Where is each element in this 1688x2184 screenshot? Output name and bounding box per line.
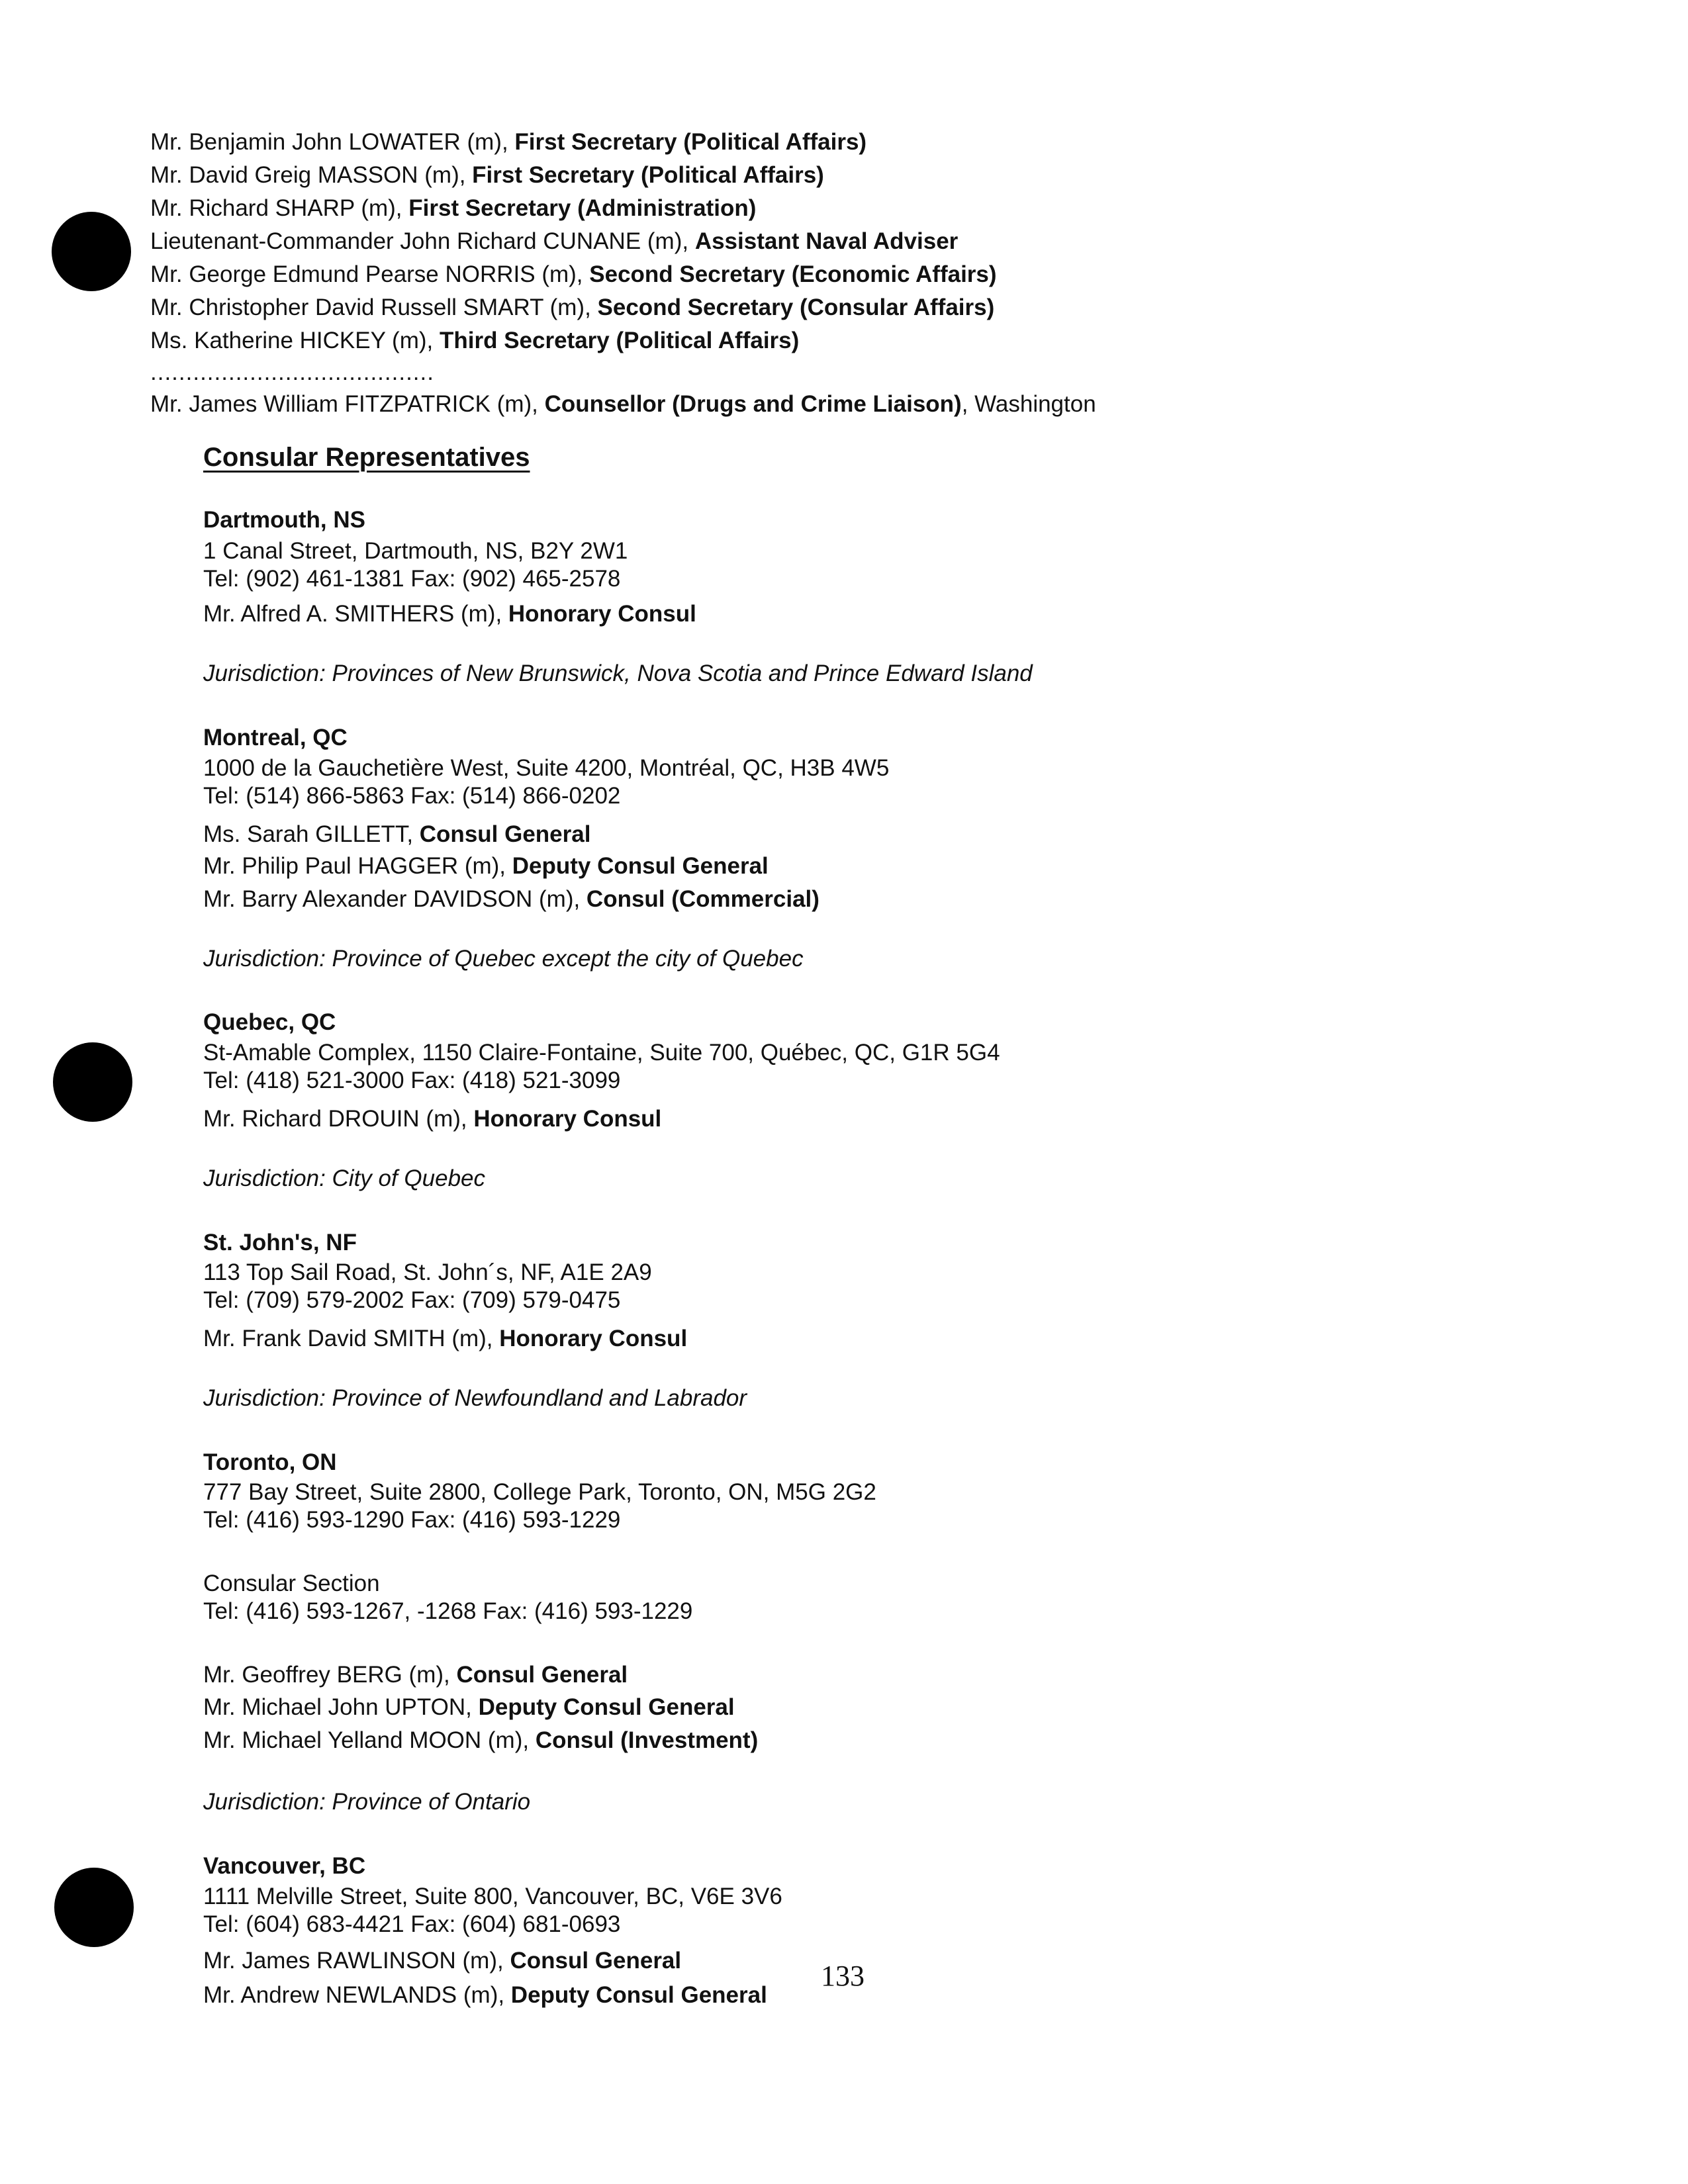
page-number: 133 bbox=[821, 1960, 865, 1992]
staff-name: Mr. Philip Paul HAGGER (m), bbox=[203, 853, 512, 879]
office-jurisdiction: Jurisdiction: Provinces of New Brunswick, Nova Scotia and Prince Edward Island bbox=[203, 660, 1033, 686]
staff-name: Mr. Michael Yelland MOON (m), bbox=[203, 1727, 536, 1753]
staff-title: Assistant Naval Adviser bbox=[694, 228, 959, 254]
staff-entry bbox=[203, 1104, 661, 1134]
staff-name: Mr. Richard SHARP (m), bbox=[150, 195, 409, 221]
office-city: Vancouver, BC bbox=[203, 1853, 366, 1879]
staff-title: Deputy Consul General bbox=[510, 1982, 767, 2008]
staff-title: First Secretary (Political Affairs) bbox=[514, 129, 867, 155]
staff-name: Mr. Geoffrey BERG (m), bbox=[203, 1662, 457, 1688]
office-phone: Tel: (709) 579-2002 Fax: (709) 579-0475 bbox=[203, 1287, 621, 1313]
office-address: St-Amable Complex, 1150 Claire-Fontaine, Suite 700, Québec, QC, G1R 5G4 bbox=[203, 1040, 1000, 1066]
office-city: St. John's, NF bbox=[203, 1230, 357, 1255]
staff-name: Mr. Michael John UPTON, bbox=[203, 1694, 479, 1720]
office-jurisdiction: Jurisdiction: Province of Newfoundland and Labrador bbox=[203, 1385, 747, 1411]
staff-entry bbox=[203, 1324, 687, 1354]
staff-entry bbox=[203, 851, 769, 882]
staff-entry bbox=[203, 1692, 735, 1723]
staff-title: First Secretary (Administration) bbox=[408, 195, 757, 221]
office-jurisdiction: Jurisdiction: Province of Quebec except the city of Quebec bbox=[203, 946, 804, 972]
dotted-separator: ........................................ bbox=[150, 359, 434, 385]
staff-title: Honorary Consul bbox=[499, 1326, 688, 1351]
office-address: 1 Canal Street, Dartmouth, NS, B2Y 2W1 bbox=[203, 538, 628, 564]
punch-hole-middle bbox=[53, 1042, 132, 1122]
staff-name: Mr. Andrew NEWLANDS (m), bbox=[203, 1982, 511, 2008]
staff-name: Mr. Benjamin John LOWATER (m), bbox=[150, 129, 515, 155]
staff-name: Mr. James William FITZPATRICK (m), bbox=[150, 391, 545, 417]
office-address: 113 Top Sail Road, St. John´s, NF, A1E 2A9 bbox=[203, 1259, 652, 1285]
staff-entry bbox=[150, 293, 994, 323]
staff-name: Mr. Barry Alexander DAVIDSON (m), bbox=[203, 886, 586, 912]
office-jurisdiction: Jurisdiction: Province of Ontario bbox=[203, 1789, 531, 1815]
staff-name: Ms. Sarah GILLETT, bbox=[203, 821, 420, 847]
staff-entry bbox=[203, 1725, 758, 1756]
staff-title: Consul General bbox=[456, 1662, 628, 1688]
punch-hole-bottom bbox=[54, 1868, 134, 1947]
staff-entry bbox=[203, 599, 696, 629]
office-city: Dartmouth, NS bbox=[203, 507, 365, 533]
punch-hole-top bbox=[52, 212, 131, 291]
staff-entry bbox=[150, 127, 867, 158]
staff-entry bbox=[203, 1660, 628, 1690]
staff-title: Honorary Consul bbox=[508, 601, 696, 627]
staff-entry bbox=[150, 193, 756, 224]
staff-title: Consul (Investment) bbox=[535, 1727, 759, 1753]
staff-title: Deputy Consul General bbox=[512, 853, 769, 879]
office-city: Montreal, QC bbox=[203, 725, 348, 751]
staff-title: First Secretary (Political Affairs) bbox=[472, 162, 824, 188]
staff-title: Honorary Consul bbox=[473, 1106, 662, 1132]
office-address: 1111 Melville Street, Suite 800, Vancouver, BC, V6E 3V6 bbox=[203, 1884, 782, 1909]
staff-name: Mr. Christopher David Russell SMART (m), bbox=[150, 295, 598, 320]
staff-entry bbox=[203, 1980, 767, 2011]
office-phone: Tel: (418) 521-3000 Fax: (418) 521-3099 bbox=[203, 1068, 621, 1093]
staff-title: Third Secretary (Political Affairs) bbox=[439, 328, 800, 353]
office-jurisdiction: Jurisdiction: City of Quebec bbox=[203, 1165, 486, 1191]
staff-title: Second Secretary (Consular Affairs) bbox=[597, 295, 995, 320]
staff-name: Mr. Richard DROUIN (m), bbox=[203, 1106, 474, 1132]
staff-name: Mr. Alfred A. SMITHERS (m), bbox=[203, 601, 508, 627]
staff-title: Consul General bbox=[419, 821, 591, 847]
consular-section-label: Consular Section bbox=[203, 1570, 380, 1596]
office-city: Quebec, QC bbox=[203, 1009, 336, 1035]
staff-entry-non-resident bbox=[150, 389, 1096, 420]
staff-entry bbox=[150, 226, 958, 257]
office-phone: Tel: (902) 461-1381 Fax: (902) 465-2578 bbox=[203, 566, 621, 592]
staff-entry bbox=[203, 1946, 681, 1976]
staff-title: Consul (Commercial) bbox=[586, 886, 820, 912]
section-heading: Consular Representatives bbox=[203, 443, 530, 472]
office-city: Toronto, ON bbox=[203, 1449, 337, 1475]
office-address: 777 Bay Street, Suite 2800, College Park, Toronto, ON, M5G 2G2 bbox=[203, 1479, 876, 1505]
staff-name: Ms. Katherine HICKEY (m), bbox=[150, 328, 440, 353]
staff-title: Deputy Consul General bbox=[478, 1694, 735, 1720]
staff-title: Counsellor (Drugs and Crime Liaison) bbox=[544, 391, 962, 417]
staff-entry bbox=[150, 259, 997, 290]
staff-title: Consul General bbox=[510, 1948, 682, 1974]
office-phone: Tel: (416) 593-1290 Fax: (416) 593-1229 bbox=[203, 1507, 621, 1533]
consular-section-phone: Tel: (416) 593-1267, -1268 Fax: (416) 593-1229 bbox=[203, 1598, 693, 1624]
office-phone: Tel: (514) 866-5863 Fax: (514) 866-0202 bbox=[203, 783, 621, 809]
staff-entry bbox=[203, 884, 820, 915]
staff-entry bbox=[150, 160, 824, 191]
staff-name: Mr. David Greig MASSON (m), bbox=[150, 162, 473, 188]
staff-title: Second Secretary (Economic Affairs) bbox=[589, 261, 997, 287]
staff-entry bbox=[203, 819, 590, 850]
staff-name: Mr. James RAWLINSON (m), bbox=[203, 1948, 510, 1974]
staff-name: Lieutenant-Commander John Richard CUNANE (m), bbox=[150, 228, 695, 254]
office-phone: Tel: (604) 683-4421 Fax: (604) 681-0693 bbox=[203, 1911, 621, 1937]
staff-name: Mr. Frank David SMITH (m), bbox=[203, 1326, 500, 1351]
staff-location: , Washington bbox=[961, 391, 1096, 417]
staff-entry bbox=[150, 326, 799, 356]
staff-name: Mr. George Edmund Pearse NORRIS (m), bbox=[150, 261, 590, 287]
office-address: 1000 de la Gauchetière West, Suite 4200, Montréal, QC, H3B 4W5 bbox=[203, 755, 890, 781]
